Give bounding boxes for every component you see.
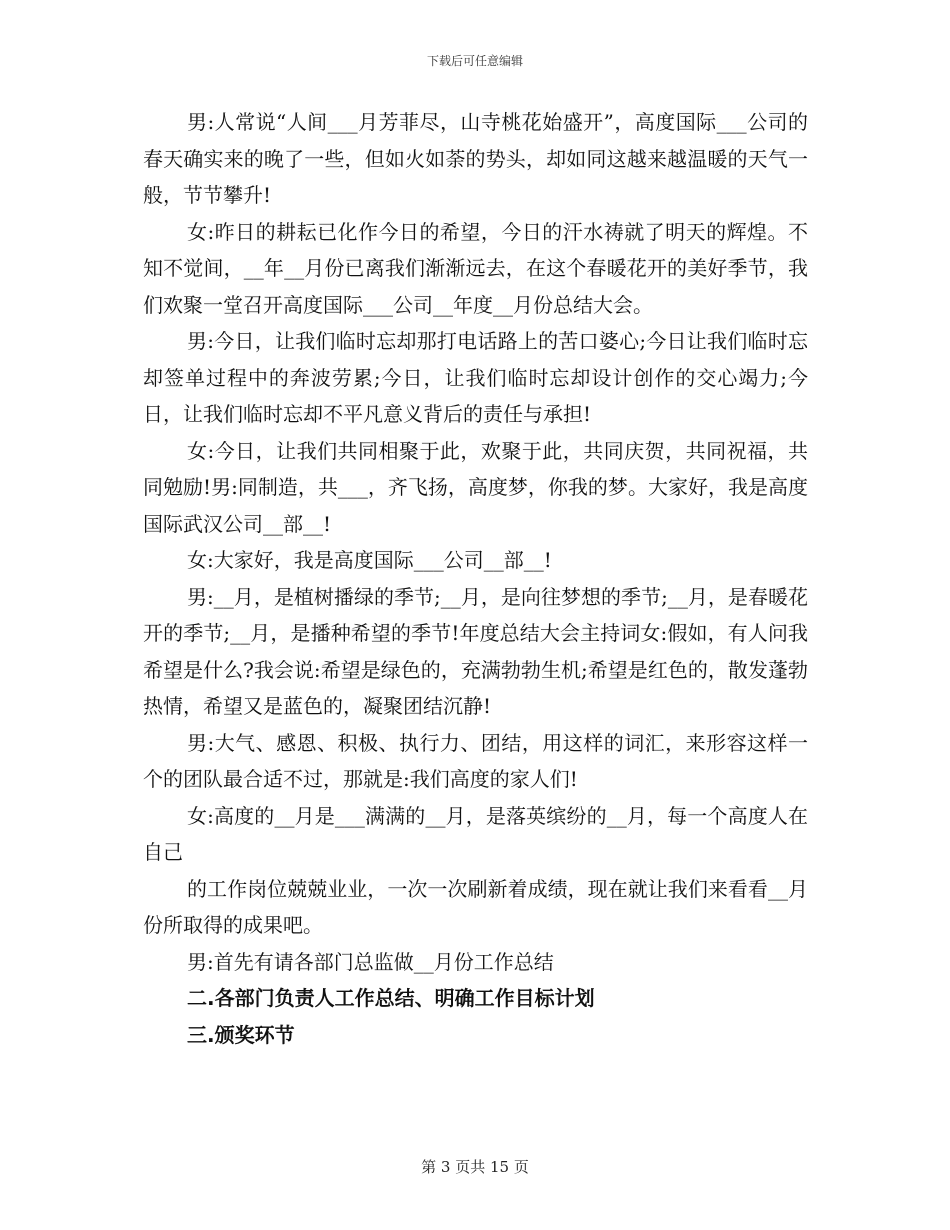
page-footer: 第 3 页共 15 页 (421, 1158, 529, 1176)
section-heading-2: 二.各部门负责人工作总结、明确工作目标计划 (187, 986, 595, 1010)
paragraph-4: 女:今日，让我们共同相聚于此，欢聚于此，共同庆贺，共同祝福，共同勉励!男:同制造，共___，齐飞扬，高度梦，你我的梦。大家好，我是高度国际武汉公司__部__! (143, 438, 808, 536)
paragraph-10: 男:首先有请各部门总监做__月份工作总结 (187, 949, 554, 974)
paragraph-3: 男:今日，让我们临时忘却那打电话路上的苦口婆心;今日让我们临时忘却签单过程中的奔波劳累;今日，让我们临时忘却设计创作的交心竭力;今日，让我们临时忘却不平凡意义背后的责任与承担! (143, 329, 808, 426)
paragraph-7: 男:大气、感恩、积极、执行力、团结，用这样的词汇，来形容这样一个的团队最合适不过，那就是:我们高度的家人们! (143, 730, 808, 791)
paragraph-6: 男:__月，是植树播绿的季节;__月，是向往梦想的季节;__月，是春暖花开的季节;__月，是播种希望的季节!年度总结大会主持词女:假如，有人问我希望是什么?我会说:希望是绿色的，充满勃勃生机;希望是红色的，散发蓬勃热情，希望又是蓝色的，凝聚团结沉静! (143, 584, 808, 718)
section-heading-3: 三.颁奖环节 (187, 1022, 295, 1047)
paragraph-8: 女:高度的__月是___满满的__月，是落英缤纷的__月，每一个高度人在自己 (143, 803, 808, 864)
paragraph-9: 的工作岗位兢兢业业，一次一次刷新着成绩，现在就让我们来看看__月份所取得的成果吧。 (143, 876, 808, 937)
page-header: 下载后可任意编辑 (426, 54, 523, 68)
paragraph-1: 男:人常说“人间___月芳菲尽，山寺桃花始盛开”，高度国际___公司的春天确实来的晚了一些，但如火如荼的势头，却如同这越来越温暖的天气一般，节节攀升! (143, 110, 808, 207)
paragraph-2: 女:昨日的耕耘已化作今日的希望，今日的汗水祷就了明天的辉煌。不知不觉间，__年__月份已离我们渐渐远去，在这个春暖花开的美好季节，我们欢聚一堂召开高度国际___公司__年度__月份总结大会。 (143, 219, 808, 317)
paragraph-5: 女:大家好，我是高度国际___公司__部__! (187, 548, 552, 572)
document-body (143, 104, 808, 1053)
